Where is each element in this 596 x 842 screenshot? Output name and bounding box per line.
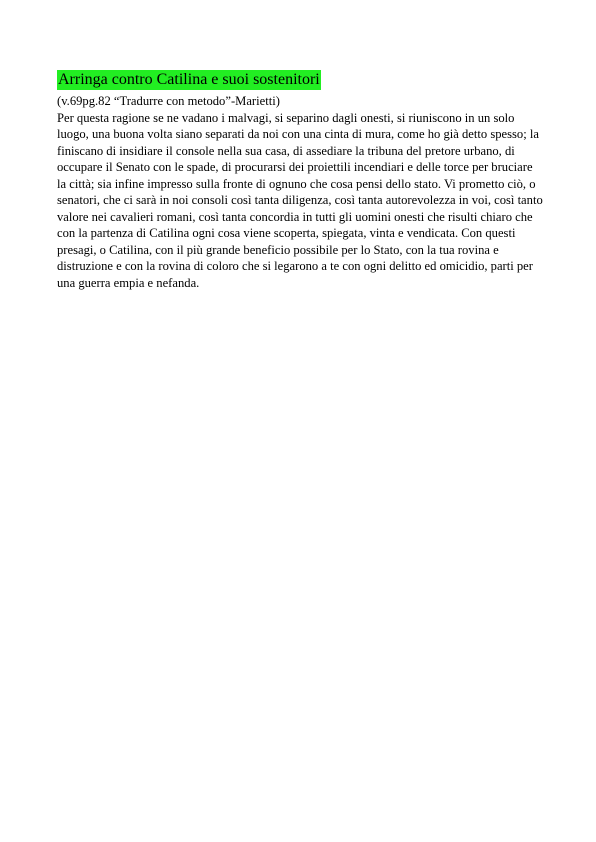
body-paragraph: Per questa ragione se ne vadano i malvagi, si separino dagli onesti, si riuniscono in un solo luogo, una buona volta siano separati da noi con una cinta di mura, come ho già detto spesso; la finiscano di insidiare il console nella sua casa, di assediare la tribuna del pretore urbano, di occupare il Senato con le spade, di procurarsi dei proiettili incendiari e delle torce per bruciare la città; sia infine impresso sulla fronte di ognuno che cosa pensi dello stato. Vi prometto ciò, o senatori, che ci sarà in noi consoli così tanta diligenza, così tanta autorevolezza in voi, così tanto valore nei cavalieri romani, così tanta concordia in tutti gli uomini onesti che risulti chiaro che con la partenza di Catilina ogni cosa viene scoperta, spiegata, vinta e vendicata. Con questi presagi, o Catilina, con il più grande beneficio possibile per lo Stato, con la tua rovina e distruzione e con la rovina di coloro che si legarono a te con ogni delitto ed omicidio, parti per una guerra empia e nefanda. — [57, 110, 543, 290]
document-page — [57, 70, 543, 291]
title-block — [57, 70, 543, 90]
document-title: Arringa contro Catilina e suoi sostenitori — [58, 71, 320, 88]
source-citation: (v.69pg.82 “Tradurre con metodo”-Marietti) — [57, 94, 280, 108]
